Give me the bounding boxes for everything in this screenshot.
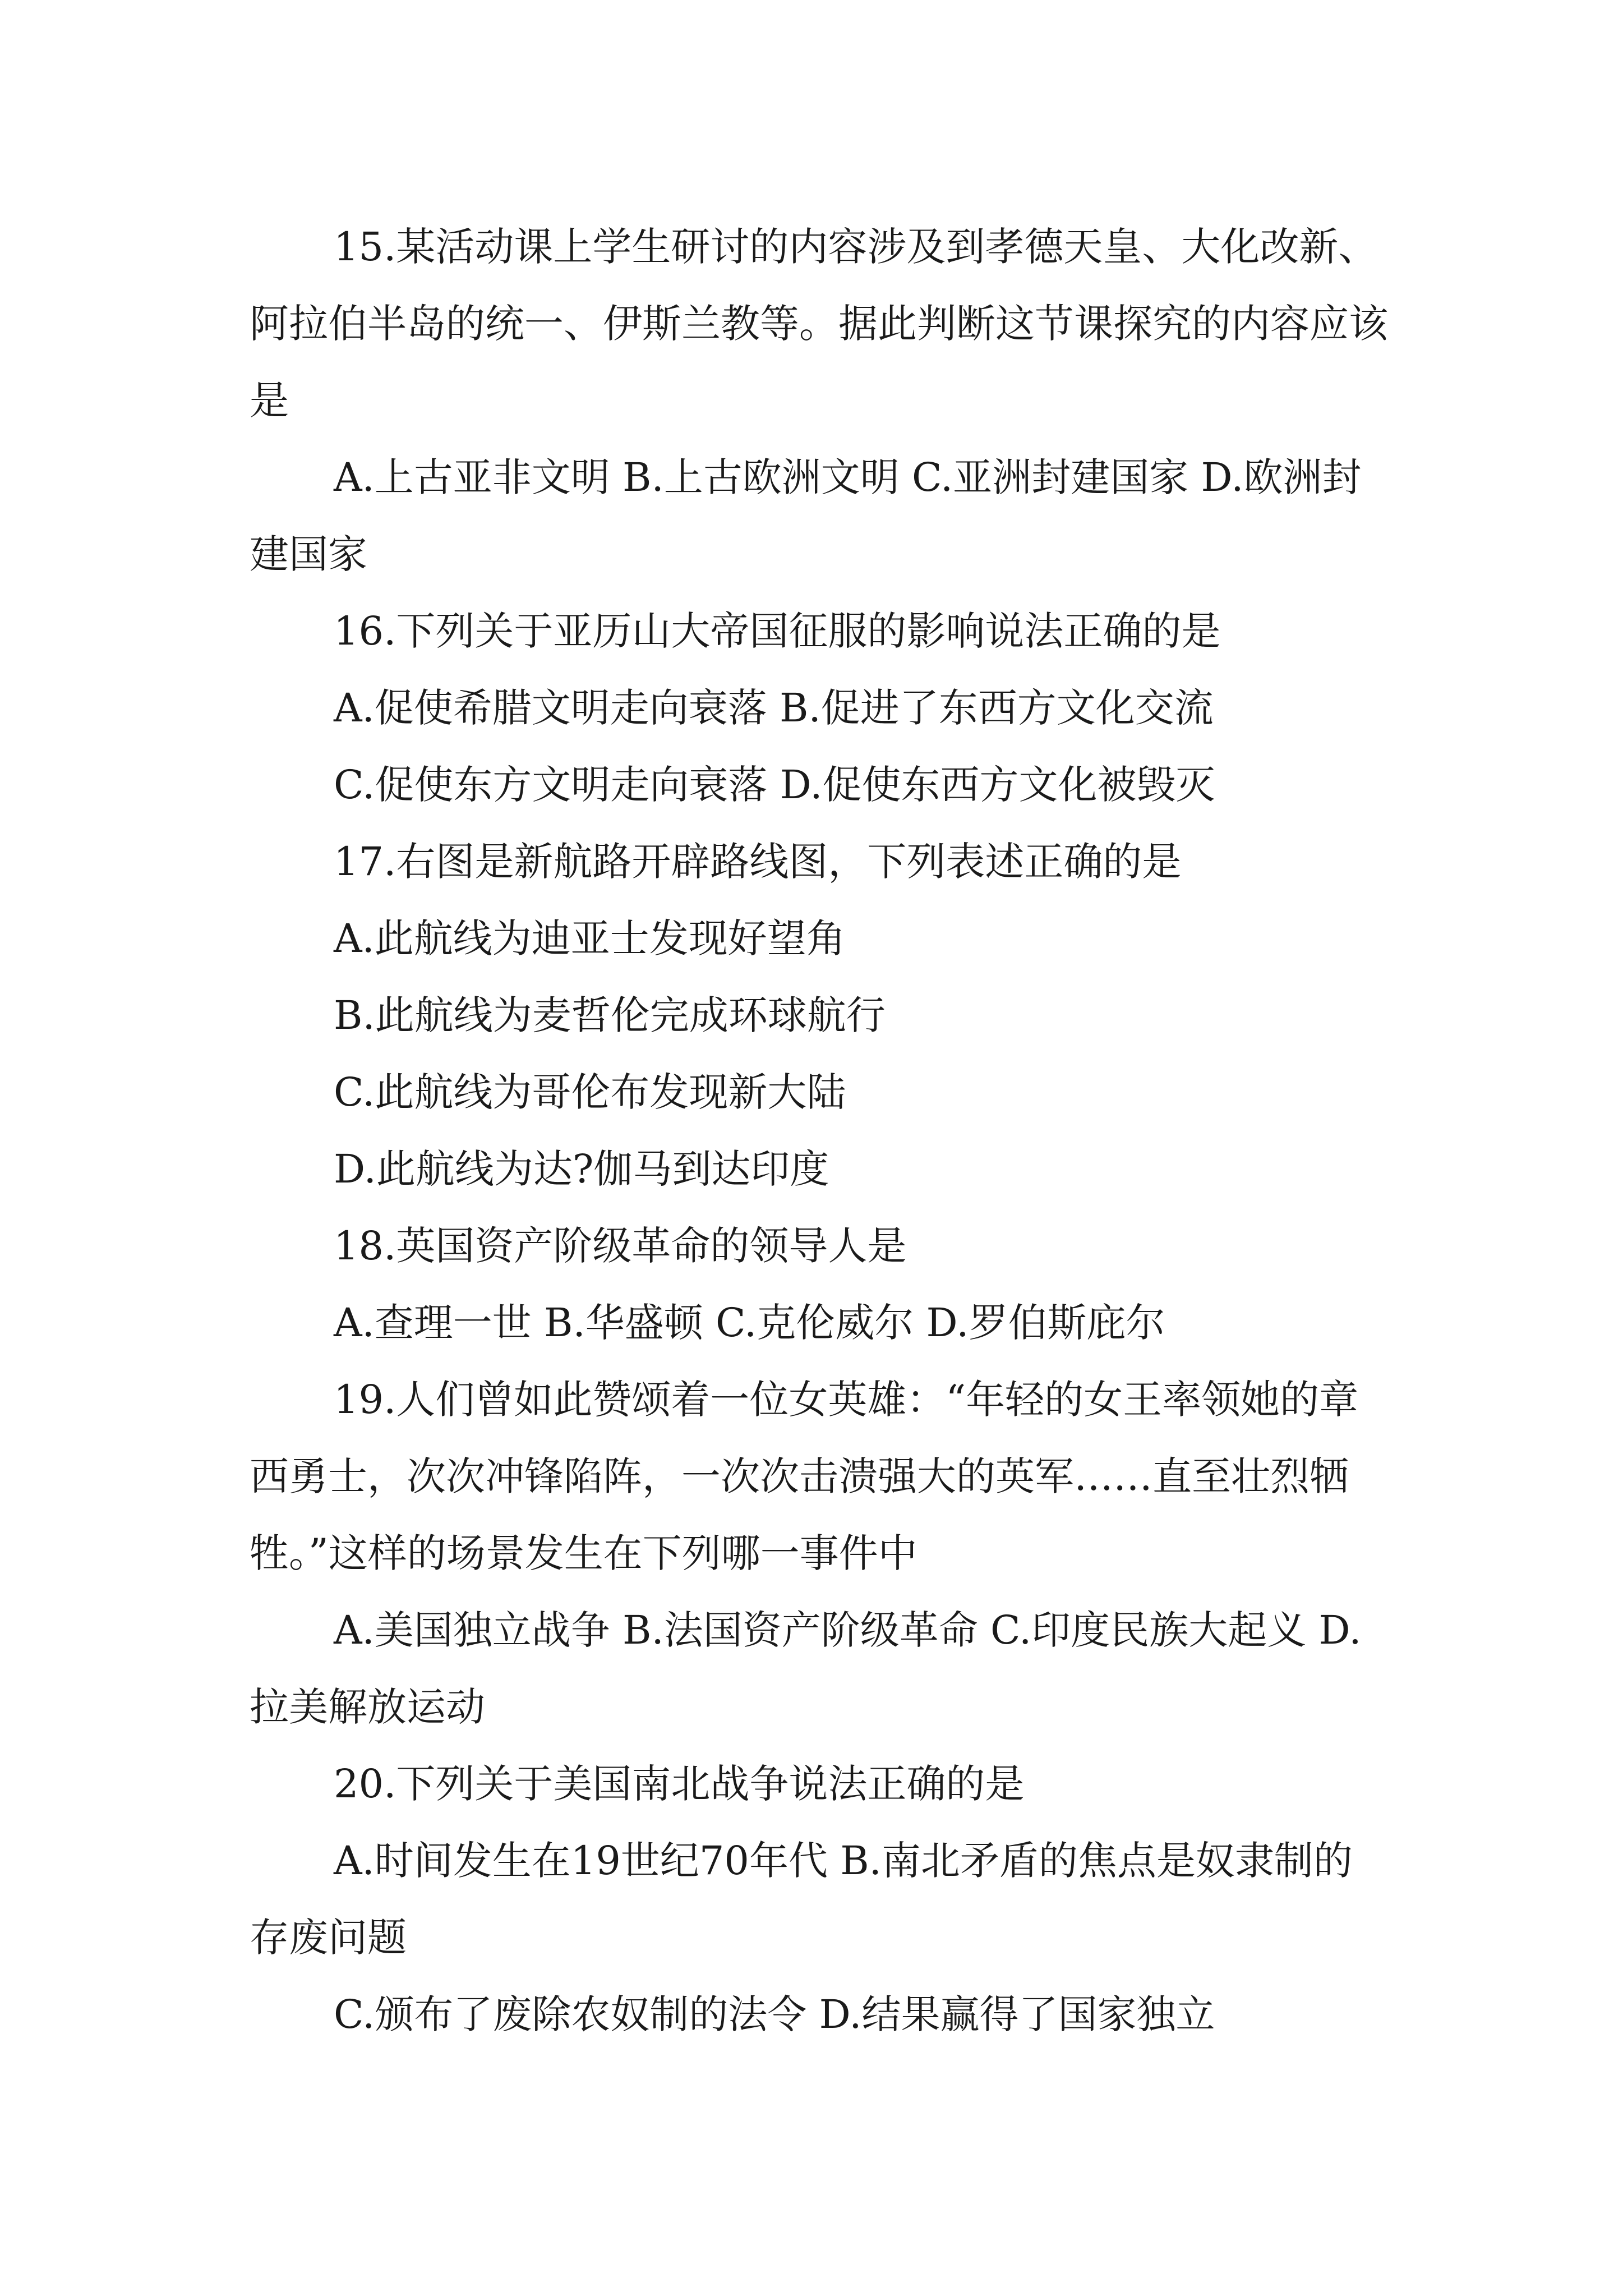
question-18: 18.英国资产阶级革命的领导人是 — [334, 1223, 907, 1269]
question-17: 17.右图是新航路开辟路线图，下列表述正确的是 — [334, 839, 1182, 885]
question-16: 16.下列关于亚历山大帝国征服的影响说法正确的是 — [334, 608, 1221, 654]
question-17-option-a: A.此航线为迪亚士发现好望角 — [334, 915, 846, 961]
question-20-options-ab: A.时间发生在19世纪70年代 B.南北矛盾的焦点是奴隶制的存废问题 — [250, 1838, 1353, 1961]
question-17-option-b: B.此航线为麦哲伦完成环球航行 — [334, 992, 886, 1038]
question-20-options-cd: C.颁布了废除农奴制的法令 D.结果赢得了国家独立 — [334, 1991, 1215, 2037]
question-17-option-d: D.此航线为达?伽马到达印度 — [334, 1146, 829, 1192]
question-16-options-cd: C.促使东方文明走向衰落 D.促使东西方文化被毁灭 — [334, 762, 1215, 808]
question-list — [250, 209, 1388, 2053]
question-15: 15.某活动课上学生研讨的内容涉及到孝德天皇、大化改新、阿拉伯半岛的统一、伊斯兰教等。据此判断这节课探究的内容应该是 — [250, 224, 1388, 424]
question-15-options: A.上古亚非文明 B.上古欧洲文明 C.亚洲封建国家 D.欧洲封建国家 — [250, 454, 1362, 577]
question-17-option-c: C.此航线为哥伦布发现新大陆 — [334, 1069, 846, 1115]
question-19: 19.人们曾如此赞颂着一位女英雄：“年轻的女王率领她的章西勇士，次次冲锋陷阵，一次次击溃强大的英军……直至壮烈牺牲。”这样的场景发生在下列哪一事件中 — [250, 1377, 1359, 1576]
question-20: 20.下列关于美国南北战争说法正确的是 — [334, 1761, 1025, 1807]
question-18-options: A.查理一世 B.华盛顿 C.克伦威尔 D.罗伯斯庇尔 — [334, 1300, 1165, 1346]
question-16-options-ab: A.促使希腊文明走向衰落 B.促进了东西方文化交流 — [334, 685, 1214, 731]
question-19-options: A.美国独立战争 B.法国资产阶级革命 C.印度民族大起义 D.拉美解放运动 — [250, 1607, 1362, 1730]
